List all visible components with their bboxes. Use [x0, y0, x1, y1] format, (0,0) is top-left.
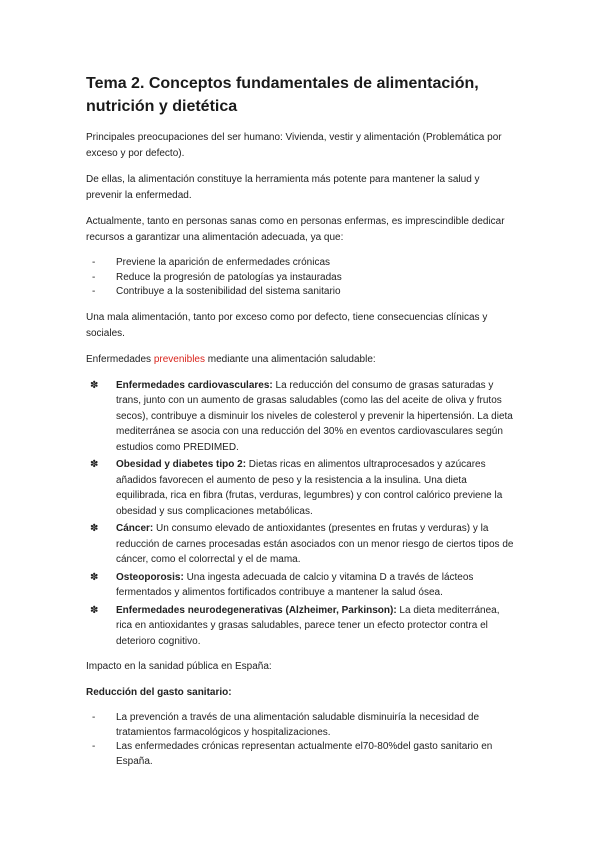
paragraph-preventable: Enfermedades prevenibles mediante una alimentación saludable:: [86, 353, 376, 365]
paragraph-health-tool: De ellas, la alimentación constituye la herramienta más potente para mantener la salud y prevenir la enfermedad.: [86, 174, 480, 201]
star-bullet-icon: ✽: [90, 459, 99, 470]
dash-bullet-icon: -: [92, 286, 96, 297]
dash-bullet-icon: -: [92, 741, 96, 752]
document-page: [86, 72, 518, 779]
dash-bullet-icon: -: [92, 271, 96, 283]
disease-item-obesity: ✽ Obesidad y diabetes tipo 2: Dietas ricas en alimentos ultraprocesados y azúcares añadidos favorecen el aumento de peso y la resistencia a la insulina. Una dieta equilibrada, rica en fibra (frutas, verduras, legumbres) y con control calórico previene la obesidad y sus complicaciones metabólicas.: [90, 459, 503, 517]
star-bullet-icon: ✽: [90, 571, 99, 583]
disease-item-osteoporosis: ✽ Osteoporosis: Una ingesta adecuada de calcio y vitamina D a través de lácteos fermentados y alimentos fortificados contribuye a mantener la salud ósea.: [90, 571, 474, 598]
list-item: - Reduce la progresión de patologías ya instauradas: [92, 271, 518, 286]
disease-item-cancer: ✽ Cáncer: Un consumo elevado de antioxidantes (presentes en frutas y verduras) y la reducción de carnes procesadas están asociados con un menor riesgo de ciertos tipos de cáncer, como el colorrectal y el de mama.: [90, 523, 514, 565]
disease-item-cardiovascular: ✽ Enfermedades cardiovasculares: La reducción del consumo de grasas saturadas y trans, junto con un aumento de grasas saludables (como las del aceite de oliva y frutos secos), contribuye a disminuir los niveles de colesterol y prevenir la hipertensión. La dieta mediterránea se asocia con una reducción del 30% en eventos cardiovasculares según estudios como PREDIMED.: [90, 379, 513, 453]
paragraph-resources: Actualmente, tanto en personas sanas como en personas enfermas, es imprescindible dedicar recursos a garantizar una alimentación adecuada, ya que:: [86, 216, 505, 243]
paragraph-concerns: Principales preocupaciones del ser humano: Vivienda, vestir y alimentación (Problemática por exceso y por defecto).: [86, 132, 502, 159]
subheading-cost-reduction: Reducción del gasto sanitario:: [86, 687, 232, 698]
disease-item-neurodegenerative: ✽ Enfermedades neurodegenerativas (Alzheimer, Parkinson): La dieta mediterránea, rica en antioxidantes y grasas saludables, parece tener un efecto protector contra el deterioro cognitivo.: [90, 604, 500, 647]
paragraph-impact: Impacto en la sanidad pública en España:: [86, 661, 272, 672]
dash-bullet-icon: -: [92, 257, 96, 268]
savings-list: [86, 711, 518, 769]
list-item: - Previene la aparición de enfermedades crónicas: [92, 256, 518, 271]
dash-bullet-icon: -: [92, 712, 96, 723]
list-item: - La prevención a través de una alimentación saludable disminuiría la necesidad de tratamientos farmacológicos y hospitalizaciones.: [92, 712, 480, 738]
star-bullet-icon: ✽: [90, 523, 99, 534]
reasons-list: [86, 256, 518, 300]
paragraph-bad-diet: Una mala alimentación, tanto por exceso como por defecto, tiene consecuencias clínicas y sociales.: [86, 311, 488, 339]
highlight-preventable: prevenibles: [153, 353, 205, 365]
star-bullet-icon: ✽: [90, 604, 99, 616]
list-item: - Las enfermedades crónicas representan actualmente el70-80%del gasto sanitario en España.: [92, 741, 493, 767]
diseases-list: [86, 378, 518, 650]
list-item: - Contribuye a la sostenibilidad del sistema sanitario: [92, 285, 518, 300]
document-title: Tema 2. Conceptos fundamentales de alimentación, nutrición y dietética: [86, 75, 479, 115]
star-bullet-icon: ✽: [90, 379, 99, 391]
